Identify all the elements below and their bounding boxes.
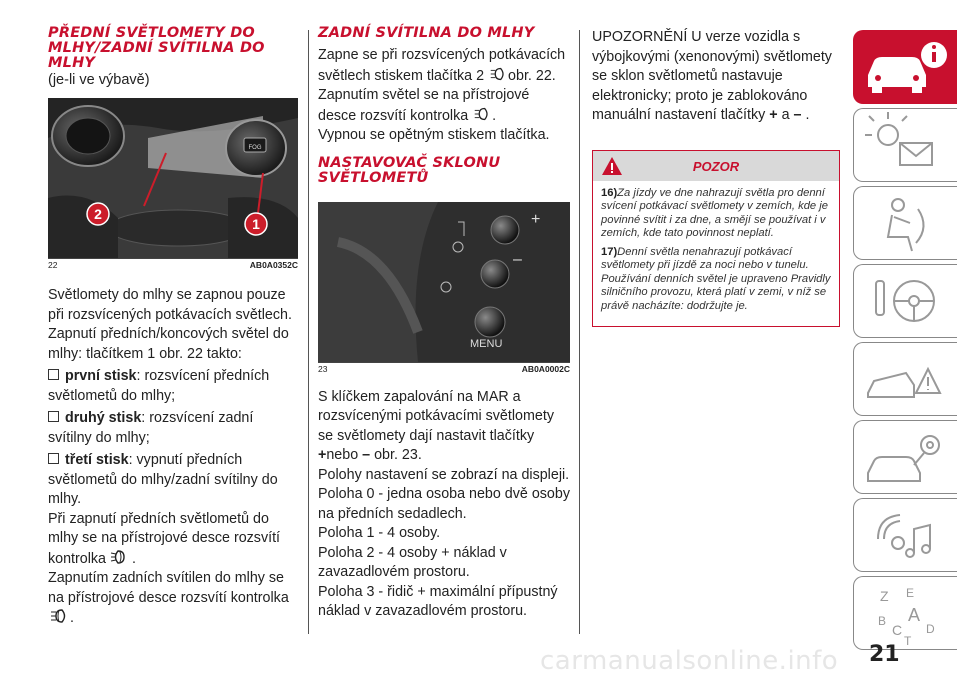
warning-header	[593, 151, 839, 181]
seat-airbag-icon	[854, 187, 958, 261]
paragraph: Při zapnutí předních světlometů do mlhy se na přístrojové desce rozsvítí kontrolka .	[48, 510, 281, 567]
svg-text:C: C	[892, 622, 903, 638]
svg-text:E: E	[906, 586, 915, 600]
warning-lights-icon	[854, 109, 958, 183]
figure-22	[48, 98, 298, 270]
paragraph: S klíčkem zapalování na MAR a rozsvícenými potkávacími světlomety se světlomety dají nastavit tlačítky +nebo – obr. 23.	[318, 388, 554, 463]
svg-text:B: B	[878, 614, 887, 628]
column-notice	[592, 28, 840, 327]
tab-multimedia[interactable]	[853, 498, 957, 572]
rear-fog-light-icon	[472, 106, 492, 122]
tab-seat-airbag[interactable]	[853, 186, 957, 260]
paragraph: Poloha 3 - řidič + maximální přípustný náklad v zavazadlovém prostoru.	[318, 583, 558, 619]
paragraph: Světlomety do mlhy se zapnou pouze při rozsvícených potkávacích světlech. Zapnutí předních/koncových světel do mlhy: tlačítkem 1 obr. 22 takto:	[48, 287, 292, 362]
section-heading: PŘEDNÍ SVĚTLOMETY DO MLHY/ZADNÍ SVÍTILNA DO MLHY	[48, 25, 265, 71]
tab-index[interactable]	[853, 576, 957, 650]
paragraph: Poloha 0 - jedna osoba nebo dvě osoby na předních sedadlech.	[318, 486, 570, 522]
svg-text:2: 2	[94, 206, 102, 222]
svg-text:Z: Z	[880, 588, 889, 604]
warning-item: 16)Za jízdy ve dne nahrazují světla pro denní svícení potkávací světlomety v zemích, kde je povinné svítit i za dne, a smějí se používat i v zemích, kde tato povinnost neplatí.	[601, 186, 828, 239]
paragraph: Polohy nastavení se zobrazí na displeji.	[318, 466, 570, 483]
headlight-adjust-illustration	[318, 202, 570, 362]
switch-label: FOG	[248, 145, 262, 151]
paragraph: UPOZORNĚNÍ U verze vozidla s výbojkovými (xenonovými) světlomety se sklon světlometů nastavuje elektronicky; proto je zablokováno manuální nastavení tlačítky + a – .	[592, 29, 832, 123]
headlight-adjust-photo	[318, 202, 570, 362]
svg-text:T: T	[904, 634, 912, 648]
index-letters-icon	[854, 577, 958, 651]
steering-wheel-icon	[854, 265, 958, 339]
paragraph: Zapne se při rozsvícených potkávacích světlech stiskem tlačítka 2 obr. 22. Zapnutím světel se na přístrojové desce rozsvítí kontrolka .	[318, 47, 566, 124]
figure-caption	[318, 362, 570, 374]
column-front-fog	[48, 26, 298, 629]
fog-switch-photo	[48, 98, 298, 258]
figure-caption	[48, 258, 298, 270]
watermark: carmanualsonline.info	[540, 646, 839, 676]
front-fog-light-icon	[110, 549, 132, 565]
warning-body	[593, 181, 839, 327]
svg-text:1: 1	[252, 216, 260, 232]
bullet-icon	[48, 369, 59, 380]
tab-warning-lights[interactable]	[853, 108, 957, 182]
car-tools-icon	[854, 421, 958, 495]
list-item: první stisk: rozsvícení předních světlometů do mlhy;	[48, 368, 270, 404]
svg-text:A: A	[908, 605, 921, 625]
paragraph: Poloha 2 - 4 osoby + náklad v zavazadlovém prostoru.	[318, 544, 507, 580]
figure-code: AB0A0002C	[521, 363, 570, 374]
page-number: 21	[869, 642, 900, 667]
tab-maintenance[interactable]	[853, 420, 957, 494]
warning-item: 17)Denní světla nenahrazují potkávací světlomety při jízdě za noci nebo v tunelu. Používání denních světel je upraveno Pravidly silničního provozu, která platí v zemi, v níž se právě nacházíte: dodržujte je.	[601, 245, 831, 312]
warning-title: POZOR	[692, 158, 740, 174]
bullet-icon	[48, 453, 59, 464]
figure-code: AB0A0352C	[249, 260, 298, 270]
tab-car-info[interactable]	[853, 30, 957, 104]
rear-fog-light-icon	[48, 608, 70, 624]
section-heading: NASTAVOVAČ SKLONU SVĚTLOMETŮ	[318, 154, 501, 186]
list-item: druhý stisk: rozsvícení zadní svítilny do mlhy;	[48, 410, 254, 446]
tab-emergency[interactable]	[853, 342, 957, 416]
figure-number: 23	[318, 363, 328, 374]
paragraph: Poloha 1 - 4 osoby.	[318, 525, 441, 541]
figure-number: 22	[48, 260, 58, 270]
figure-23	[318, 202, 570, 374]
menu-label: MENU	[470, 337, 503, 350]
paragraph: Zapnutím zadních svítilen do mlhy se na přístrojové desce rozsvítí kontrolka .	[48, 570, 289, 626]
warning-box	[592, 150, 840, 328]
column-divider	[308, 30, 309, 634]
tab-steering[interactable]	[853, 264, 957, 338]
section-heading: ZADNÍ SVÍTILNA DO MLHY	[318, 25, 535, 41]
plus-label: +	[531, 210, 541, 228]
list-item: třetí stisk: vypnutí předních světlometů do mlhy/zadní svítilny do mlhy.	[48, 452, 278, 507]
column-rear-fog	[318, 26, 570, 622]
minus-label: –	[513, 250, 522, 268]
paragraph: Vypnou se opětným stiskem tlačítka.	[318, 127, 550, 143]
bullet-icon	[48, 411, 59, 422]
section-subheading: (je-li ve výbavě)	[48, 72, 150, 88]
car-warning-icon	[854, 343, 958, 417]
rear-fog-light-icon	[488, 66, 508, 82]
column-divider	[579, 30, 580, 634]
svg-text:D: D	[926, 622, 935, 636]
multimedia-icon	[854, 499, 958, 573]
fog-switch-illustration	[48, 98, 298, 258]
car-info-icon	[854, 31, 958, 105]
